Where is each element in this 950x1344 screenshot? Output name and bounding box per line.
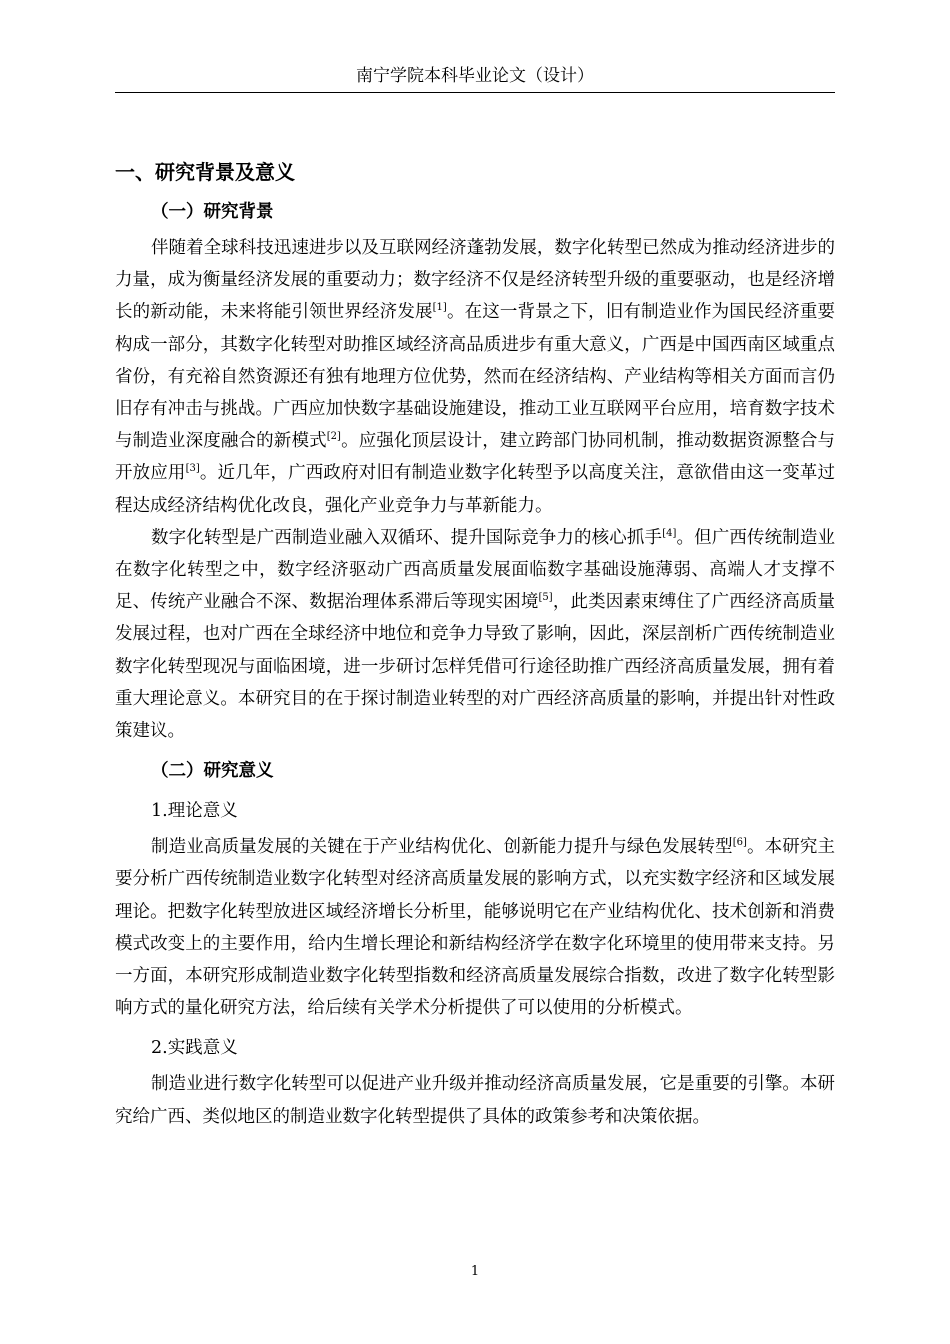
subsubsection-heading-theory: 1.理论意义: [151, 801, 238, 822]
citation-ref: [1]: [432, 302, 447, 314]
text-run: 。应强化顶层设计，建立跨部门协同机制，推动数据资源整合与开放应用: [115, 431, 835, 484]
section-heading: 一、研究背景及意义: [115, 160, 295, 184]
citation-ref: [4]: [662, 528, 677, 539]
page-body: [115, 152, 835, 1133]
text-run: 。在这一背景之下，旧有制造业作为国民经济重要构成一部分，其数字化转型对助推区域经济高品质进步有重大意义，广西是中国西南区域重点省份，有充裕自然资源还有独有地理方位优势，然而在经济结构、产业结构等相关方面而言仍旧存有冲击与挑战。广西应加快数字基础设施建设，推动工业互联网平台应用，培育数字技术与制造业深度融合的新模式: [115, 302, 836, 452]
citation-ref: [6]: [732, 837, 747, 849]
citation-ref: [2]: [326, 431, 341, 443]
text-run: ，此类因素束缚住了广西经济高质量发展过程，也对广西在全球经济中地位和竞争力导致了影响，因此，深层剖析广西传统制造业数字化转型现况与面临困境，进一步研讨怎样凭借可行途径助推广西经济高质量发展，拥有着重大理论意义。本研究目的在于探讨制造业转型的对广西经济高质量的影响，并提出针对性政策建议。: [115, 592, 836, 742]
citation-ref: [5]: [538, 592, 553, 604]
subsection-heading-background: （一）研究背景: [151, 202, 274, 222]
paragraph-background-2: [115, 522, 835, 747]
text-run: 。但广西传统制造业在数字化转型之中，数字经济驱动广西高质量发展面临数字基础设施薄弱、高端人才支撑不足、传统产业融合不深、数据治理体系滞后等现实困境: [115, 527, 836, 613]
text-run: 伴随着全球科技迅速进步以及互联网经济蓬勃发展，数字化转型已然成为推动经济进步的力量，成为衡量经济发展的重要动力；数字经济不仅是经济转型升级的重要驱动，也是经济增长的新动能，未来将能引领世界经济发展: [115, 238, 835, 323]
page-number: 1: [470, 1264, 480, 1279]
citation-ref: [3]: [185, 463, 200, 475]
text-run: 制造业进行数字化转型可以促进产业升级并推动经济高质量发展，它是重要的引擎。本研究给广西、类似地区的制造业数字化转型提供了具体的政策参考和决策依据。: [115, 1074, 835, 1127]
header-title: 南宁学院本科毕业论文（设计）: [356, 66, 594, 86]
paragraph-background-1: [115, 232, 835, 522]
text-run: 。本研究主要分析广西传统制造业数字化转型对经济高质量发展的影响方式，以充实数字经济和区域发展理论。把数字化转型放进区域经济增长分析里，能够说明它在产业结构优化、技术创新和消费模式改变上的主要作用，给内生增长理论和新结构经济学在数字化环境里的使用带来支持。另一方面，本研究形成制造业数字化转型指数和经济高质量发展综合指数，改进了数字化转型影响方式的量化研究方法，给后续有关学术分析提供了可以使用的分析模式。: [115, 837, 836, 1019]
text-run: 数字化转型是广西制造业融入双循环、提升国际竞争力的核心抓手: [151, 527, 663, 548]
paragraph-practice: [115, 1068, 835, 1132]
text-run: 。近几年，广西政府对旧有制造业数字化转型予以高度关注，意欲借由这一变革过程达成经济结构优化改良，强化产业竞争力与革新能力。: [115, 463, 836, 516]
subsubsection-heading-practice: 2.实践意义: [151, 1038, 238, 1059]
page-header: [115, 64, 835, 93]
text-run: 制造业高质量发展的关键在于产业结构优化、创新能力提升与绿色发展转型: [151, 837, 733, 858]
subsection-heading-significance: （二）研究意义: [151, 761, 274, 782]
paragraph-theory: [115, 831, 835, 1024]
